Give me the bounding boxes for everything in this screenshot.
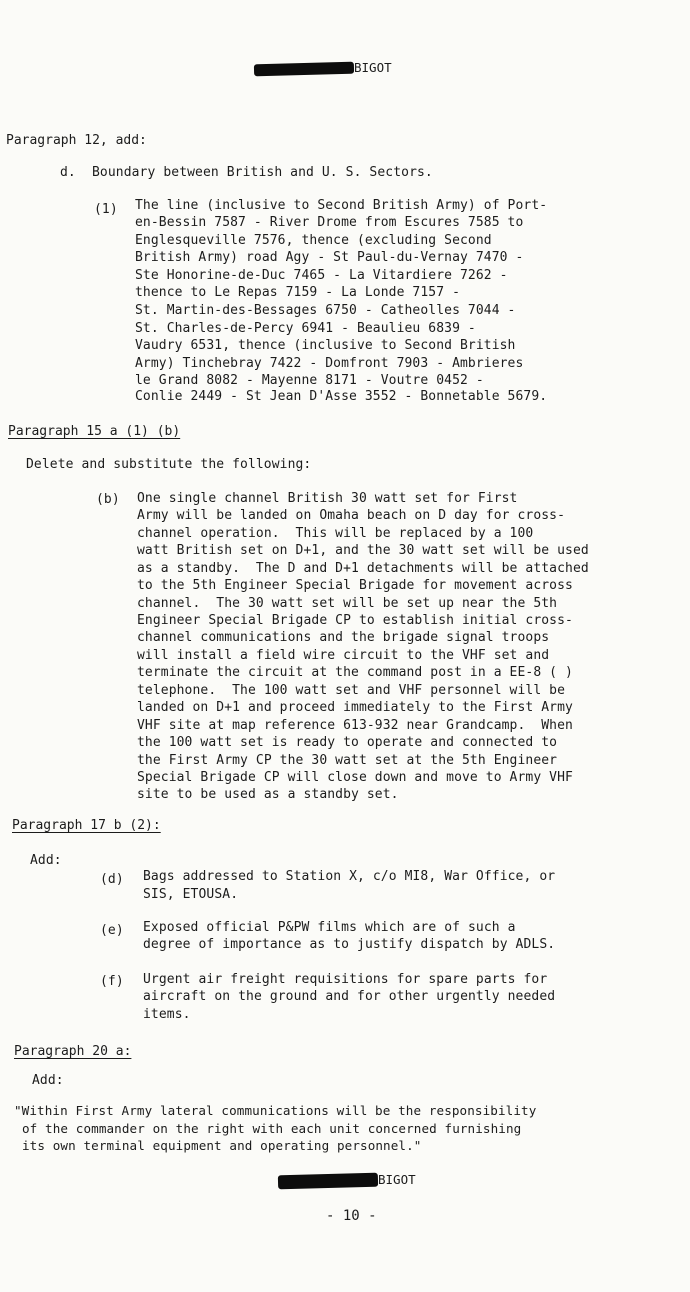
text-line: British Army) road Agy - St Paul-du-Vernay 7470 - [135, 250, 524, 265]
text-line: terminate the circuit at the command post in a EE-8 ( ) [137, 665, 573, 680]
text-line: watt British set on D+1, and the 30 watt set will be used [137, 543, 589, 558]
text-line: site to be used as a standby set. [137, 787, 399, 802]
text-line: Conlie 2449 - St Jean D'Asse 3552 - Bonnetable 5679. [135, 389, 548, 404]
subitem-b-label: (b) [96, 492, 120, 507]
text-line: Urgent air freight requisitions for spare parts for [143, 972, 548, 987]
classification-label: BIGOT [378, 1172, 416, 1187]
text-line: channel communications and the brigade signal troops [137, 630, 550, 645]
text-line: channel operation. This will be replaced by a 100 [137, 526, 534, 541]
text-line: aircraft on the ground and for other urgently needed [143, 989, 556, 1004]
text-line: of the commander on the right with each unit concerned furnishing [22, 1121, 522, 1136]
paragraph-17-add: Add: [30, 853, 62, 868]
text-line: Exposed official P&PW films which are of such a [143, 920, 516, 935]
text-line: Engineer Special Brigade CP to establish initial cross- [137, 613, 573, 628]
text-line: One single channel British 30 watt set for First [137, 491, 518, 506]
text-line: as a standby. The D and D+1 detachments will be attached [137, 561, 589, 576]
text-line: Special Brigade CP will close down and move to Army VHF [137, 770, 573, 785]
item-d-title: Boundary between British and U. S. Sectors. [92, 165, 433, 180]
text-line: St. Charles-de-Percy 6941 - Beaulieu 6839 - [135, 321, 476, 336]
text-line: Vaudry 6531, thence (inclusive to Second British [135, 338, 516, 353]
classification-label: BIGOT [354, 60, 392, 75]
text-line: degree of importance as to justify dispatch by ADLS. [143, 937, 556, 952]
item-label: (f) [100, 974, 124, 989]
text-line: The line (inclusive to Second British Army) of Port- [135, 198, 548, 213]
page-number: - 10 - [326, 1208, 377, 1224]
paragraph-17-heading: Paragraph 17 b (2): [12, 818, 161, 833]
text-line: Ste Honorine-de-Duc 7465 - La Vitardiere 7262 - [135, 268, 508, 283]
subitem-1-label: (1) [94, 202, 118, 217]
paragraph-20-add: Add: [32, 1073, 64, 1088]
text-line: the First Army CP the 30 watt set at the 5th Engineer [137, 753, 558, 768]
paragraph-15-intro: Delete and substitute the following: [26, 457, 312, 472]
text-line: le Grand 8082 - Mayenne 8171 - Voutre 0452 - [135, 373, 484, 388]
text-line: VHF site at map reference 613-932 near Grandcamp. When [137, 718, 573, 733]
item-label: (e) [100, 923, 124, 938]
text-line: SIS, ETOUSA. [143, 887, 239, 902]
text-line: Englesqueville 7576, thence (excluding Second [135, 233, 492, 248]
text-line: St. Martin-des-Bessages 6750 - Catheolles 7044 - [135, 303, 516, 318]
paragraph-15-heading: Paragraph 15 a (1) (b) [8, 424, 181, 439]
redaction-mark [254, 61, 354, 76]
text-line: channel. The 30 watt set will be set up near the 5th [137, 596, 558, 611]
text-line: en-Bessin 7587 - River Drome from Escures 7585 to [135, 215, 524, 230]
text-line: Army) Tinchebray 7422 - Domfront 7903 - Ambrieres [135, 356, 524, 371]
redaction-mark [278, 1172, 378, 1189]
text-line: Bags addressed to Station X, c/o MI8, War Office, or [143, 869, 556, 884]
text-line: telephone. The 100 watt set and VHF personnel will be [137, 683, 566, 698]
text-line: will install a field wire circuit to the VHF set and [137, 648, 550, 663]
item-d-label: d. [60, 165, 76, 180]
classification-header [254, 60, 392, 75]
text-line: thence to Le Repas 7159 - La Londe 7157 - [135, 285, 460, 300]
text-line: landed on D+1 and proceed immediately to the First Army [137, 700, 573, 715]
text-line: to the 5th Engineer Special Brigade for movement across [137, 578, 573, 593]
paragraph-20-heading: Paragraph 20 a: [14, 1044, 132, 1059]
item-label: (d) [100, 872, 124, 887]
text-line: "Within First Army lateral communications will be the responsibility [14, 1103, 537, 1118]
paragraph-12-heading: Paragraph 12, add: [6, 133, 147, 148]
text-line: items. [143, 1007, 191, 1022]
text-line: the 100 watt set is ready to operate and connected to [137, 735, 558, 750]
text-line: its own terminal equipment and operating personnel." [22, 1138, 422, 1153]
text-line: Army will be landed on Omaha beach on D day for cross- [137, 508, 566, 523]
classification-footer [278, 1172, 416, 1188]
